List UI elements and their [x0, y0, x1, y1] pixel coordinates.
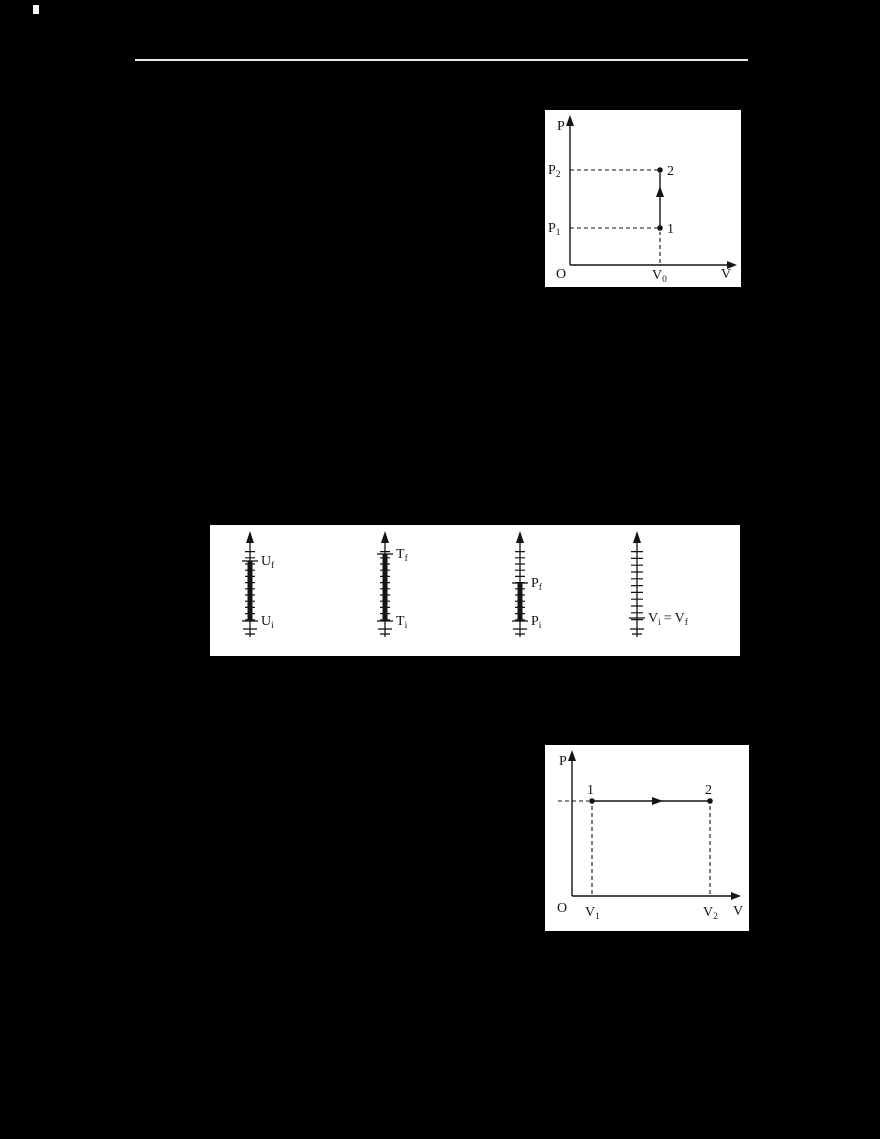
scale-v-arrow-up-icon [633, 531, 641, 543]
fig1-p2-sub: 2 [555, 170, 561, 180]
fig3-v1-label [585, 905, 600, 922]
scale-p-final-label [531, 576, 543, 593]
fig3-y-axis-label: P [559, 754, 567, 769]
fig3-v1-base: V [585, 905, 596, 920]
v-sub-1: i [658, 618, 661, 628]
fig3-x-axis-label: V [733, 904, 744, 919]
fig3-point-1 [589, 798, 595, 804]
fig1-v0-base: V [652, 268, 663, 283]
v-base-2: V [674, 611, 685, 626]
fig3-point-2 [707, 798, 713, 804]
fig3-process-arrow-right-icon [652, 797, 663, 805]
u-i-base: U [261, 614, 272, 629]
figure-pv-constant-volume [545, 110, 741, 287]
fig3-v1-sub: 1 [595, 912, 600, 922]
scale-internal-energy [242, 531, 275, 637]
scale-volume [629, 531, 689, 637]
fig2-svg [210, 525, 740, 656]
fig1-point-1 [657, 225, 663, 231]
p-f-base: P [531, 576, 539, 591]
p-f-sub: f [538, 583, 542, 593]
v-equals: = [663, 611, 672, 626]
fig3-y-axis-arrow-icon [568, 750, 576, 761]
v-sub-2: f [684, 618, 688, 628]
fig3-point-1-label: 1 [587, 783, 594, 798]
p-i-base: P [531, 614, 539, 629]
scale-u-arrow-up-icon [246, 531, 254, 543]
figure-state-variable-scales [210, 525, 740, 656]
t-i-base: T [396, 614, 405, 629]
fig3-origin-label: O [557, 901, 568, 916]
t-f-base: T [396, 547, 405, 562]
fig1-y-axis-label: P [557, 119, 565, 134]
figure-pv-constant-pressure [545, 745, 749, 931]
scale-t-arrow-up-icon [381, 531, 389, 543]
fig3-x-axis-arrow-icon [731, 892, 741, 900]
fig1-p1-sub: 1 [555, 228, 561, 238]
scale-t-initial-label [396, 614, 408, 631]
t-f-sub: f [404, 554, 408, 564]
fig1-p1-base: P [548, 221, 556, 236]
scale-p-arrow-up-icon [516, 531, 524, 543]
fig1-p2-base: P [548, 163, 556, 178]
u-f-base: U [261, 554, 272, 569]
fig3-point-2-label: 2 [705, 783, 712, 798]
fig1-origin-label: O [556, 267, 567, 282]
scale-u-initial-label [261, 614, 274, 631]
fig3-svg [545, 745, 749, 931]
fig1-process-arrow-up-icon [656, 186, 664, 197]
scale-pressure [512, 531, 543, 637]
fig1-v0-label [652, 268, 667, 285]
top-rule [135, 59, 748, 61]
fig1-v0-sub: 0 [662, 275, 667, 285]
scan-artifact [33, 5, 39, 14]
scale-u-final-label [261, 554, 275, 571]
scale-t-final-label [396, 547, 409, 564]
p-i-sub: i [538, 621, 542, 631]
u-f-sub: f [271, 561, 275, 571]
fig3-v2-sub: 2 [713, 912, 718, 922]
fig1-point-2 [657, 167, 663, 173]
v-base-1: V [648, 611, 659, 626]
fig3-v2-label [703, 905, 718, 922]
scale-temperature [377, 531, 409, 637]
scale-p-initial-label [531, 614, 542, 631]
u-i-sub: i [271, 621, 274, 631]
t-i-sub: i [404, 621, 408, 631]
fig1-point-2-label: 2 [667, 164, 674, 179]
fig1-p1-label [548, 221, 561, 238]
fig1-x-axis-label: V [721, 267, 732, 282]
fig1-point-1-label: 1 [667, 222, 674, 237]
fig1-svg [545, 110, 741, 287]
scale-v-label [648, 611, 689, 628]
fig1-p2-label [548, 163, 561, 180]
fig3-v2-base: V [703, 905, 714, 920]
fig1-y-axis-arrow-icon [566, 115, 574, 126]
